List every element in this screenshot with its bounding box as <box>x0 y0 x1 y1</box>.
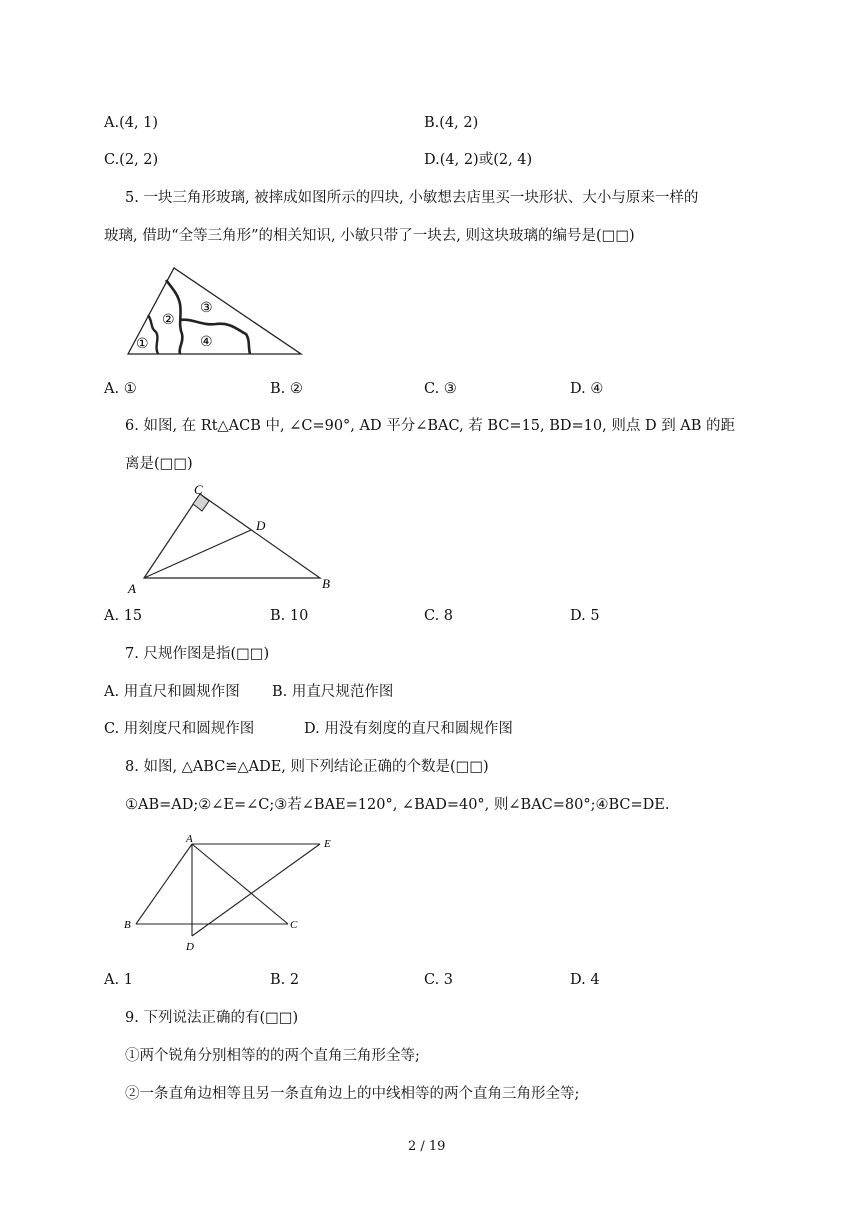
q6-option-b: B. 10 <box>270 608 309 624</box>
q6-label-b: B <box>322 576 330 591</box>
q5-label-3: ③ <box>200 301 213 316</box>
q6-stem-line1: 6. 如图, 在 Rt△ACB 中, ∠C=90°, AD 平分∠BAC, 若 BC=15, BD=10, 则点 D 到 AB 的距 <box>125 418 736 434</box>
q4-option-a: A.(4, 1) <box>104 115 159 131</box>
q7-option-a: A. 用直尺和圆规作图 <box>104 684 240 700</box>
q7-stem: 7. 尺规作图是指(□□) <box>125 646 270 662</box>
q8-option-d: D. 4 <box>570 972 600 988</box>
q6-triangle-acb <box>144 494 320 578</box>
q7-option-d: D. 用没有刻度的直尺和圆规作图 <box>304 721 513 737</box>
q6-option-c: C. 8 <box>424 608 454 624</box>
q5-figure <box>120 260 310 362</box>
page-number: 2 / 19 <box>408 1139 446 1154</box>
q8-option-b: B. 2 <box>270 972 300 988</box>
q5-option-b: B. ② <box>270 381 303 397</box>
q7-option-c: C. 用刻度尺和圆规作图 <box>104 721 255 737</box>
q6-option-a: A. 15 <box>104 608 143 624</box>
q8-label-e: E <box>324 838 331 850</box>
q9-statement-2: ②一条直角边相等且另一条直角边上的中线相等的两个直角三角形全等; <box>125 1086 580 1102</box>
q8-figure <box>120 830 350 954</box>
q8-label-b: B <box>124 919 131 931</box>
q4-option-c: C.(2, 2) <box>104 152 159 168</box>
q5-triangle-outline <box>128 268 301 354</box>
q6-label-c: C <box>194 482 203 497</box>
q8-label-d: D <box>186 941 194 953</box>
q6-label-d: D <box>256 518 266 533</box>
q8-segment-ab <box>136 844 192 924</box>
q6-figure <box>120 480 340 598</box>
q6-label-a: A <box>128 581 136 596</box>
q5-option-a: A. ① <box>104 381 137 397</box>
q8-segment-ac <box>192 844 288 924</box>
q5-stem-line2: 玻璃, 借助“全等三角形”的相关知识, 小敏只带了一块去, 则这块玻璃的编号是(□□) <box>104 228 635 244</box>
q5-crack-line-2 <box>148 315 158 354</box>
q6-option-d: D. 5 <box>570 608 600 624</box>
q4-option-d: D.(4, 2)或(2, 4) <box>424 152 533 168</box>
q7-option-b: B. 用直尺规范作图 <box>272 684 394 700</box>
q8-option-c: C. 3 <box>424 972 454 988</box>
q5-label-1: ① <box>136 337 149 352</box>
q5-label-4: ④ <box>200 335 213 350</box>
q8-label-a: A <box>186 833 193 845</box>
q5-option-d: D. ④ <box>570 381 604 397</box>
q5-stem-line1: 5. 一块三角形玻璃, 被摔成如图所示的四块, 小敏想去店里买一块形状、大小与原来一样的 <box>125 190 699 206</box>
q8-label-c: C <box>290 919 298 931</box>
q8-option-a: A. 1 <box>104 972 133 988</box>
q9-statement-1: ①两个锐角分别相等的的两个直角三角形全等; <box>125 1048 420 1064</box>
q5-crack-line-3 <box>180 320 250 354</box>
q9-stem: 9. 下列说法正确的有(□□) <box>125 1010 299 1026</box>
q8-stem-line1: 8. 如图, △ABC≌△ADE, 则下列结论正确的个数是(□□) <box>125 759 489 775</box>
q5-option-c: C. ③ <box>424 381 457 397</box>
q6-stem-line2: 离是(□□) <box>125 456 193 472</box>
q8-segment-de <box>192 844 320 936</box>
q8-stem-line2: ①AB=AD;②∠E=∠C;③若∠BAE=120°, ∠BAD=40°, 则∠BAC=80°;④BC=DE. <box>125 797 670 813</box>
q5-label-2: ② <box>162 313 175 328</box>
q4-option-b: B.(4, 2) <box>424 115 479 131</box>
